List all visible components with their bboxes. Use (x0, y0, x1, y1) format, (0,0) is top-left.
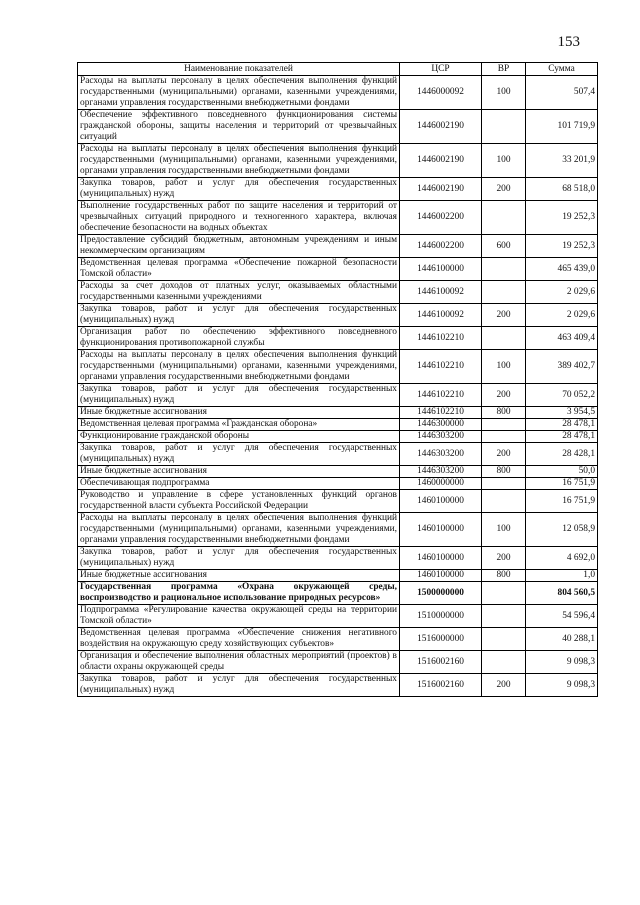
cell-name: Расходы на выплаты персоналу в целях обеспечения выполнения функций государственными (муниципальными) органами, казенными учреждениями, органами управления государственными внебюджетными фондами (78, 144, 400, 178)
cell-csr: 1460000000 (400, 478, 482, 490)
cell-sum: 16 751,9 (526, 478, 598, 490)
cell-csr: 1460100000 (400, 547, 482, 570)
table-row (78, 144, 598, 178)
table-row (78, 570, 598, 582)
cell-vr: 100 (482, 144, 526, 178)
cell-vr: 800 (482, 570, 526, 582)
table-row (78, 605, 598, 628)
cell-csr: 1446002190 (400, 110, 482, 144)
table-row (78, 431, 598, 443)
table-row (78, 478, 598, 490)
cell-sum: 465 439,0 (526, 258, 598, 281)
cell-vr: 200 (482, 674, 526, 697)
cell-csr: 1446100000 (400, 258, 482, 281)
cell-vr (482, 258, 526, 281)
table-row (78, 490, 598, 513)
table-row (78, 419, 598, 431)
cell-csr: 1510000000 (400, 605, 482, 628)
cell-sum: 50,0 (526, 466, 598, 478)
table-row (78, 443, 598, 466)
cell-csr: 1446300000 (400, 419, 482, 431)
table-row (78, 258, 598, 281)
table-row (78, 407, 598, 419)
cell-sum: 28 428,1 (526, 443, 598, 466)
table-row (78, 235, 598, 258)
cell-sum: 19 252,3 (526, 235, 598, 258)
table-row (78, 281, 598, 304)
cell-csr: 1446303200 (400, 466, 482, 478)
table-row (78, 466, 598, 478)
cell-name: Закупка товаров, работ и услуг для обеспечения государственных (муниципальных) нужд (78, 547, 400, 570)
cell-sum: 2 029,6 (526, 281, 598, 304)
cell-vr (482, 419, 526, 431)
cell-csr: 1446102210 (400, 350, 482, 384)
cell-name: Организация и обеспечение выполнения областных мероприятий (проектов) в области охраны окружающей среды (78, 651, 400, 674)
cell-name: Расходы за счет доходов от платных услуг, оказываемых областными государственными казенными учреждениями (78, 281, 400, 304)
cell-name: Функционирование гражданской обороны (78, 431, 400, 443)
cell-sum: 33 201,9 (526, 144, 598, 178)
cell-csr: 1446002190 (400, 144, 482, 178)
cell-name: Ведомственная целевая программа «Обеспечение снижения негативного воздействия на окружающую среду хозяйствующих субъектов» (78, 628, 400, 651)
cell-name: Расходы на выплаты персоналу в целях обеспечения выполнения функций государственными (муниципальными) органами, казенными учреждениями, органами управления государственными внебюджетными фондами (78, 76, 400, 110)
cell-csr: 1446100092 (400, 304, 482, 327)
cell-vr (482, 327, 526, 350)
cell-sum: 54 596,4 (526, 605, 598, 628)
cell-vr: 200 (482, 384, 526, 407)
cell-csr: 1460100000 (400, 490, 482, 513)
cell-vr (482, 201, 526, 235)
cell-name: Закупка товаров, работ и услуг для обеспечения государственных (муниципальных) нужд (78, 384, 400, 407)
cell-csr: 1500000000 (400, 582, 482, 605)
cell-csr: 1446000092 (400, 76, 482, 110)
cell-name: Организация работ по обеспечению эффективного повседневного функционирования противопожарной службы (78, 327, 400, 350)
cell-vr: 100 (482, 513, 526, 547)
cell-name: Руководство и управление в сфере установленных функций органов государственной власти субъекта Российской Федерации (78, 490, 400, 513)
cell-name: Предоставление субсидий бюджетным, автономным учреждениям и иным некоммерческим организациям (78, 235, 400, 258)
table-row (78, 110, 598, 144)
cell-vr (482, 628, 526, 651)
cell-sum: 101 719,9 (526, 110, 598, 144)
cell-sum: 463 409,4 (526, 327, 598, 350)
table-row (78, 384, 598, 407)
cell-vr: 200 (482, 304, 526, 327)
cell-sum: 507,4 (526, 76, 598, 110)
cell-sum: 28 478,1 (526, 419, 598, 431)
cell-name: Подпрограмма «Регулирование качества окружающей среды на территории Томской области» (78, 605, 400, 628)
cell-sum: 3 954,5 (526, 407, 598, 419)
cell-vr: 100 (482, 76, 526, 110)
cell-sum: 4 692,0 (526, 547, 598, 570)
cell-vr (482, 605, 526, 628)
header-csr: ЦСР (400, 63, 482, 76)
cell-vr (482, 490, 526, 513)
table-row (78, 628, 598, 651)
cell-name: Ведомственная целевая программа «Обеспечение пожарной безопасности Томской области» (78, 258, 400, 281)
table-row (78, 350, 598, 384)
cell-name: Расходы на выплаты персоналу в целях обеспечения выполнения функций государственными (муниципальными) органами, казенными учреждениями, органами управления государственными внебюджетными фондами (78, 513, 400, 547)
cell-name: Закупка товаров, работ и услуг для обеспечения государственных (муниципальных) нужд (78, 178, 400, 201)
cell-vr (482, 110, 526, 144)
cell-csr: 1446002200 (400, 235, 482, 258)
cell-name: Государственная программа «Охрана окружающей среды, воспроизводство и рациональное использование природных ресурсов» (78, 582, 400, 605)
cell-sum: 68 518,0 (526, 178, 598, 201)
cell-sum: 2 029,6 (526, 304, 598, 327)
cell-sum: 70 052,2 (526, 384, 598, 407)
cell-csr: 1446100092 (400, 281, 482, 304)
budget-table (77, 62, 598, 697)
cell-vr: 800 (482, 407, 526, 419)
cell-vr: 200 (482, 443, 526, 466)
cell-name: Закупка товаров, работ и услуг для обеспечения государственных (муниципальных) нужд (78, 674, 400, 697)
cell-csr: 1516002160 (400, 674, 482, 697)
cell-sum: 1,0 (526, 570, 598, 582)
cell-name: Иные бюджетные ассигнования (78, 570, 400, 582)
cell-csr: 1446102210 (400, 327, 482, 350)
cell-vr: 200 (482, 547, 526, 570)
cell-name: Ведомственная целевая программа «Гражданская оборона» (78, 419, 400, 431)
table-body (78, 76, 598, 697)
page-number: 153 (557, 34, 580, 50)
cell-csr: 1460100000 (400, 570, 482, 582)
cell-sum: 389 402,7 (526, 350, 598, 384)
table-row (78, 674, 598, 697)
cell-csr: 1446303200 (400, 431, 482, 443)
cell-sum: 9 098,3 (526, 674, 598, 697)
cell-name: Иные бюджетные ассигнования (78, 407, 400, 419)
table-row (78, 178, 598, 201)
cell-csr: 1516000000 (400, 628, 482, 651)
cell-csr: 1460100000 (400, 513, 482, 547)
cell-vr (482, 478, 526, 490)
cell-vr: 200 (482, 178, 526, 201)
cell-sum: 28 478,1 (526, 431, 598, 443)
cell-name: Обеспечение эффективного повседневного функционирования системы гражданской обороны, защиты населения и территорий от чрезвычайных ситуаций (78, 110, 400, 144)
table-row (78, 582, 598, 605)
cell-vr: 800 (482, 466, 526, 478)
table-row (78, 651, 598, 674)
cell-name: Закупка товаров, работ и услуг для обеспечения государственных (муниципальных) нужд (78, 443, 400, 466)
header-sum: Сумма (526, 63, 598, 76)
table-row (78, 304, 598, 327)
cell-sum: 16 751,9 (526, 490, 598, 513)
cell-csr: 1446102210 (400, 407, 482, 419)
table-row (78, 327, 598, 350)
cell-sum: 12 058,9 (526, 513, 598, 547)
cell-vr (482, 582, 526, 605)
cell-sum: 40 288,1 (526, 628, 598, 651)
cell-vr (482, 431, 526, 443)
table-row (78, 547, 598, 570)
cell-csr: 1446002200 (400, 201, 482, 235)
cell-sum: 804 560,5 (526, 582, 598, 605)
cell-csr: 1446002190 (400, 178, 482, 201)
cell-csr: 1446303200 (400, 443, 482, 466)
cell-vr (482, 281, 526, 304)
cell-csr: 1446102210 (400, 384, 482, 407)
cell-name: Расходы на выплаты персоналу в целях обеспечения выполнения функций государственными (муниципальными) органами, казенными учреждениями, органами управления государственными внебюджетными фондами (78, 350, 400, 384)
cell-name: Выполнение государственных работ по защите населения и территорий от чрезвычайных ситуаций природного и техногенного характера, включая обеспечение безопасности на водных объектах (78, 201, 400, 235)
cell-csr: 1516002160 (400, 651, 482, 674)
cell-name: Обеспечивающая подпрограмма (78, 478, 400, 490)
table-row (78, 76, 598, 110)
cell-vr (482, 651, 526, 674)
cell-name: Иные бюджетные ассигнования (78, 466, 400, 478)
table-header-row (78, 63, 598, 76)
cell-sum: 19 252,3 (526, 201, 598, 235)
cell-sum: 9 098,3 (526, 651, 598, 674)
table-row (78, 201, 598, 235)
cell-vr: 600 (482, 235, 526, 258)
header-name: Наименование показателей (78, 63, 400, 76)
table-row (78, 513, 598, 547)
header-vr: ВР (482, 63, 526, 76)
cell-vr: 100 (482, 350, 526, 384)
cell-name: Закупка товаров, работ и услуг для обеспечения государственных (муниципальных) нужд (78, 304, 400, 327)
